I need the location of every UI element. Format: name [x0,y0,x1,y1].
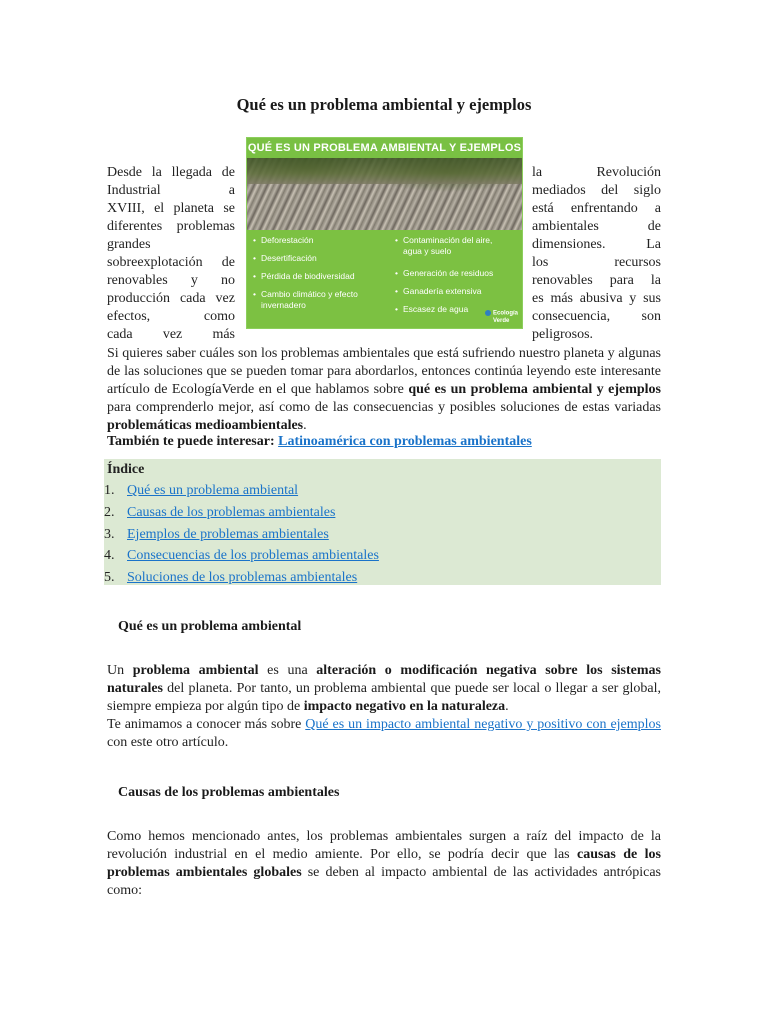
intro-right-line: ambientales de [532,219,661,234]
toc-item: 4. Consecuencias de los problemas ambientales [104,548,379,563]
landfill-photo [247,158,522,230]
intro-left-line: cada vez más [107,327,235,342]
intro-right-line: la Revolución [532,165,661,180]
toc-link[interactable]: Ejemplos de problemas ambientales [127,527,329,542]
intro-right-line: los recursos [532,255,661,270]
toc-item: 3. Ejemplos de problemas ambientales [104,527,329,542]
section-heading-what-is: Qué es un problema ambiental [118,619,302,634]
related-article-link[interactable]: Latinoamérica con problemas ambientales [278,434,532,449]
toc-link[interactable]: Soluciones de los problemas ambientales [127,570,358,585]
hero-item: • Deforestación [261,235,391,246]
page-title: Qué es un problema ambiental y ejemplos [236,95,532,114]
toc-link[interactable]: Consecuencias de los problemas ambientales [127,548,379,563]
toc-link[interactable]: Causas de los problemas ambientales [127,505,336,520]
hero-item: • Generación de residuos [403,268,523,279]
intro-left-line: Desde la llegada de [107,165,235,180]
logo-icon [485,310,491,316]
impact-article-link[interactable]: Qué es un impacto ambiental negativo y positivo con ejemplos [305,717,661,732]
intro-left-line: producción cada vez [107,291,235,306]
section-heading-causes: Causas de los problemas ambientales [118,785,340,800]
hero-list [247,230,522,328]
intro-paragraph: Si quieres saber cuáles son los problemas ambientales que está sufriendo nuestro planeta y algunas de las soluciones que se pueden tomar para abordarlos, entonces continúa leyendo este interesante artículo de EcologíaVerde en el que hablamos sobre qué es un problema ambiental y ejemplos para comprenderlo mejor, así como de las consecuencias y posibles soluciones de estas variadas problemáticas medioambientales. [107,346,661,433]
hero-item: • Ganadería extensiva [403,286,523,297]
intro-right-line: dimensiones. La [532,237,661,252]
intro-right-line: está enfrentando a [532,201,661,216]
hero-infographic-image [246,137,523,329]
ecologiaverde-logo: Ecología Verde [485,310,518,325]
hero-item: • Desertificación [261,253,391,264]
intro-right-line: es más abusiva y sus [532,291,661,306]
intro-right-line: renovables para la [532,273,661,288]
intro-left-line: XVIII, el planeta se [107,201,235,216]
intro-left-line: grandes [107,237,151,252]
intro-left-line: sobreexplotación de [107,255,235,270]
section-causes-paragraph: Como hemos mencionado antes, los problemas ambientales surgen a raíz del impacto de la revolución industrial en el medio amiente. Por ello, se podría decir que las causas de los problemas ambientales globales se deben al impacto ambiental de las actividades antrópicas como: [107,829,661,898]
hero-item: • Pérdida de biodiversidad [261,271,391,282]
toc-item: 2. Causas de los problemas ambientales [104,505,336,520]
section-what-is-followup: Te animamos a conocer más sobre Qué es un impacto ambiental negativo y positivo con ejemplos con este otro artículo. [107,717,661,750]
toc-link[interactable]: Qué es un problema ambiental [127,483,299,498]
toc-heading: Índice [107,462,145,477]
toc-item: 5. Soluciones de los problemas ambientales [104,570,358,585]
hero-item: • Cambio climático y efecto invernadero [261,289,371,311]
intro-left-line: Industrial a [107,183,235,198]
intro-left-line: diferentes problemas [107,219,235,234]
related-article-line: También te puede interesar: Latinoamérica con problemas ambientales [107,434,532,449]
intro-right-line: peligrosos. [532,327,594,342]
intro-left-line: efectos, como [107,309,235,324]
hero-banner: QUÉ ES UN PROBLEMA AMBIENTAL Y EJEMPLOS [247,138,522,158]
toc-item: 1. Qué es un problema ambiental [104,483,299,498]
section-what-is-paragraph: Un problema ambiental es una alteración o modificación negativa sobre los sistemas naturales del planeta. Por tanto, un problema ambiental que puede ser local o llegar a ser global, siempre empieza por algún tipo de impacto negativo en la naturaleza. [107,663,661,714]
intro-left-column [107,164,235,344]
table-of-contents [104,459,661,585]
intro-right-line: mediados del siglo [532,183,661,198]
intro-right-column [532,164,661,344]
intro-left-line: renovables y no [107,273,235,288]
intro-right-line: consecuencia, son [532,309,661,324]
hero-item: • Contaminación del aire, agua y suelo [403,235,513,257]
hero-item: • Escasez de agua [403,304,483,315]
